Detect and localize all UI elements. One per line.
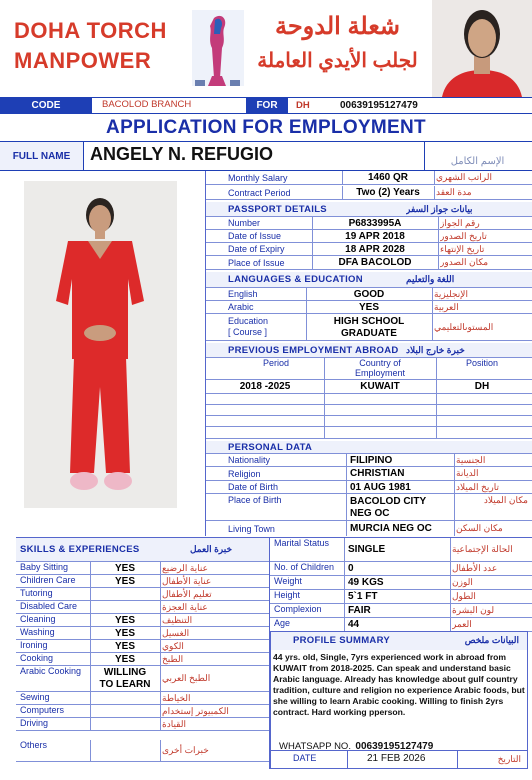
status-label-ar: الوزن	[452, 576, 473, 587]
nationality-value: FILIPINO	[350, 454, 393, 466]
employment-col-country-line2: Employment	[354, 368, 406, 378]
skills-table	[16, 537, 270, 769]
skill-row	[16, 705, 269, 718]
passport-header	[206, 202, 532, 217]
education-value-line2: GRADUATE	[341, 328, 397, 339]
branch-value: BACOLOD BRANCH	[102, 99, 192, 110]
skill-label-ar: القيادة	[162, 718, 186, 729]
skill-value	[90, 718, 160, 730]
religion-label: Religion	[228, 468, 261, 479]
skill-label: Driving	[20, 718, 49, 728]
salary-label: Monthly Salary	[228, 172, 288, 183]
skill-row	[16, 653, 269, 666]
religion-value: CHRISTIAN	[350, 468, 405, 479]
languages-header	[206, 272, 532, 288]
religion-row	[206, 467, 532, 481]
code-label: CODE	[0, 98, 92, 113]
status-row	[270, 604, 532, 618]
skill-value: YES	[114, 614, 135, 626]
salary-label-ar: الراتب الشهري	[436, 172, 492, 182]
skill-label-ar: خبرات أخرى	[162, 745, 209, 755]
status-row	[270, 618, 532, 632]
skill-row	[16, 627, 269, 640]
skill-row-arabic-cooking	[16, 666, 269, 692]
skills-title-ar: خبرة العمل	[189, 544, 233, 554]
status-label: Weight	[274, 576, 302, 586]
status-value: 49 KGS	[348, 577, 384, 588]
employment-columns	[206, 358, 532, 380]
status-row	[270, 538, 532, 562]
torch-logo-icon	[192, 10, 244, 86]
employment-header	[206, 343, 532, 358]
passport-number-label: Number	[228, 218, 261, 228]
skill-label-ar: الكمبيوتر إستخدام	[162, 705, 229, 716]
employment-period-value: 2018 -2025	[239, 381, 291, 392]
languages-title-ar: اللغة والتعليم	[406, 274, 455, 284]
phone-value: 00639195127479	[340, 100, 418, 111]
skill-value: YES	[114, 575, 135, 587]
arabic-label: Arabic	[228, 302, 254, 312]
skills-header	[16, 538, 269, 562]
company-name-ar-line1: شعلة الدوحة	[274, 13, 401, 40]
status-label-ar: الحالة الإجتماعية	[452, 543, 513, 554]
living-label: Living Town	[228, 523, 275, 534]
passport-expiry-value: 18 APR 2028	[345, 243, 405, 255]
code-bar	[0, 97, 532, 114]
skill-value	[90, 601, 160, 613]
skill-value-line2: TO LEARN	[99, 679, 151, 690]
skill-label: Others	[20, 740, 48, 750]
contract-value: Two (2) Years	[356, 187, 420, 198]
skill-value: YES	[114, 562, 135, 574]
pob-value-line1: BACOLOD CITY	[350, 496, 427, 507]
personal-title: PERSONAL DATA	[228, 441, 313, 453]
passport-number-label-ar: رقم الجواز	[440, 217, 480, 228]
status-value: 5`1 FT	[348, 591, 378, 602]
education-course-label: [ Course ]	[228, 327, 268, 337]
pob-label-ar: مكان الميلاد	[483, 495, 528, 505]
skill-row	[16, 588, 269, 601]
skill-label-ar: عناية العجزة	[162, 601, 208, 612]
for-label: FOR	[246, 98, 288, 113]
skill-value-line1: WILLING	[103, 667, 147, 678]
nationality-label-ar: الجنسية	[456, 454, 486, 465]
skill-row	[16, 718, 269, 731]
skill-label-ar: الطبخ	[162, 653, 184, 664]
status-value: 0	[348, 563, 354, 574]
religion-label-ar: الديانة	[456, 468, 479, 478]
skill-row-others	[16, 740, 269, 762]
profile-header	[271, 632, 527, 650]
living-label-ar: مكان السكن	[456, 523, 503, 533]
date-value: 21 FEB 2026	[367, 753, 426, 764]
skill-row	[16, 601, 269, 614]
status-label-ar: العمر	[452, 618, 472, 629]
education-label: Education	[228, 316, 269, 326]
full-name-label: FULL NAME	[0, 142, 84, 170]
status-label-ar: لون البشرة	[452, 604, 495, 615]
education-label-ar: المستوىالتعليمي	[434, 321, 494, 332]
contract-label: Contract Period	[228, 187, 291, 198]
skill-row	[16, 640, 269, 653]
pob-value-line2: NEG OC	[350, 508, 390, 519]
right-column	[205, 171, 532, 536]
skill-label-ar: الطبخ العربي	[162, 673, 211, 683]
skill-label: Children Care	[20, 575, 76, 585]
contract-row	[206, 186, 532, 200]
pob-label: Place of Birth	[228, 495, 282, 505]
employment-title-ar: خبرة خارج البلاد	[406, 344, 465, 355]
dob-label: Date of Birth	[228, 482, 279, 492]
languages-title: LANGUAGES & EDUCATION	[228, 274, 363, 285]
passport-place-row	[206, 256, 532, 270]
status-value: SINGLE	[348, 544, 386, 555]
passport-place-value: DFA BACOLOD	[338, 257, 412, 268]
skill-value: YES	[114, 640, 135, 652]
living-value: MURCIA NEG OC	[350, 523, 432, 534]
dob-value: 01 AUG 1981	[350, 481, 411, 493]
full-body-photo	[24, 181, 177, 508]
status-label: Age	[274, 618, 291, 628]
skill-value: YES	[114, 653, 135, 665]
passport-title: PASSPORT DETAILS	[228, 203, 327, 215]
employment-title: PREVIOUS EMPLOYMENT ABROAD	[228, 344, 399, 356]
living-row	[206, 521, 532, 536]
skill-value: YES	[114, 627, 135, 639]
status-label-ar: الطول	[452, 590, 476, 601]
company-name-ar-line2: لجلب الأيدي العاملة	[257, 50, 418, 72]
personal-header	[206, 441, 532, 454]
employment-country-value: KUWAIT	[360, 381, 400, 392]
skill-label-ar: التنظيف	[162, 614, 193, 625]
status-label: Marital Status	[274, 538, 330, 548]
skills-title: SKILLS & EXPERIENCES	[20, 544, 140, 555]
company-name-en-line1: DOHA TORCH	[14, 18, 167, 43]
salary-value: 1460 QR	[367, 172, 409, 183]
profile-title-ar: البيانات ملخص	[464, 635, 519, 645]
status-value: FAIR	[348, 605, 371, 616]
skill-label-ar: الغسيل	[162, 627, 190, 638]
skill-label: Arabic Cooking	[20, 666, 82, 676]
employment-empty-row	[206, 394, 532, 405]
skill-row	[16, 692, 269, 705]
date-row	[271, 750, 527, 768]
skill-value	[90, 705, 160, 717]
skill-label: Cooking	[20, 653, 54, 663]
dob-row	[206, 481, 532, 494]
passport-issue-label: Date of Issue	[228, 231, 282, 241]
status-value: 44	[348, 619, 360, 630]
employment-col-period: Period	[262, 358, 289, 368]
for-value: DH	[296, 100, 310, 111]
profile-text: 44 yrs. old, Single, 7yrs experienced work in abroad from KUWAIT from 2018-2025. Can speak and understand basic Arabic language. Already has knowledge about gulf country tradition, culture and religion no experience Arabic foods, but she willing to learn Arabic cooking. Willing to finish 2yrs contract. Hard working pperson.	[273, 652, 525, 717]
passport-place-label: Place of Issue	[228, 257, 285, 268]
skill-label: Ironing	[20, 640, 48, 650]
status-row	[270, 576, 532, 590]
arabic-value: YES	[358, 301, 379, 313]
employment-row	[206, 380, 532, 394]
salary-row	[206, 171, 532, 185]
skill-label: Sewing	[20, 692, 50, 702]
skill-label-ar: عناية الرضيع	[162, 562, 209, 573]
employment-empty-row	[206, 405, 532, 416]
passport-expiry-label-ar: تاريخ الإنتهاء	[440, 243, 485, 254]
status-table	[270, 537, 532, 631]
status-row	[270, 590, 532, 604]
english-label-ar: الإنجليزية	[434, 288, 468, 299]
passport-expiry-label: Date of Expiry	[228, 244, 285, 254]
arabic-label-ar: العربية	[434, 301, 459, 312]
employment-col-position: Position	[465, 358, 499, 368]
whatsapp-value: 00639195127479	[355, 741, 434, 752]
passport-issue-label-ar: تاريخ الصدور	[440, 230, 487, 241]
skill-value	[90, 588, 160, 600]
status-label-ar: عدد الأطفال	[452, 562, 498, 573]
skill-label-ar: الكوي	[162, 640, 184, 651]
full-name-row	[0, 141, 532, 171]
company-name-en-line2: MANPOWER	[14, 48, 152, 73]
passport-expiry-row	[206, 243, 532, 256]
skill-row	[16, 575, 269, 588]
skill-label: Disabled Care	[20, 601, 78, 611]
headshot-photo	[432, 0, 532, 97]
passport-issue-row	[206, 230, 532, 243]
english-row	[206, 288, 532, 301]
status-label: No. of Children	[274, 562, 335, 572]
education-value-line1: HIGH SCHOOL	[333, 316, 405, 327]
skill-row	[16, 614, 269, 627]
dob-label-ar: تاريخ الميلاد	[456, 481, 499, 492]
employment-empty-row	[206, 416, 532, 427]
passport-title-ar: بيانات جواز السفر	[406, 203, 473, 214]
english-value: GOOD	[353, 288, 385, 300]
employment-empty-row	[206, 427, 532, 439]
header	[0, 0, 532, 97]
nationality-label: Nationality	[228, 455, 271, 465]
passport-number-value: P6833995A	[348, 217, 402, 229]
skill-value	[90, 692, 160, 704]
status-row	[270, 562, 532, 576]
skill-label-ar: تعليم الأطفال	[162, 588, 212, 599]
status-label: Complexion	[274, 604, 322, 614]
education-row	[206, 314, 532, 341]
skill-label: Baby Sitting	[20, 562, 69, 572]
skill-label-ar: الخياطة	[162, 692, 191, 703]
nationality-row	[206, 454, 532, 467]
skill-label: Tutoring	[20, 588, 53, 598]
date-label: DATE	[293, 753, 317, 763]
status-label: Height	[274, 590, 301, 600]
contract-label-ar: مدة العقد	[436, 187, 472, 197]
profile-summary	[270, 631, 528, 769]
profile-title: PROFILE SUMMARY	[293, 635, 391, 646]
skill-label-ar: عناية الأطفال	[162, 575, 212, 586]
employment-col-country-line1: Country of	[359, 358, 401, 368]
passport-issue-value: 19 APR 2018	[345, 230, 405, 242]
date-label-ar: التاريخ	[497, 754, 521, 764]
full-name-value: ANGELY N. REFUGIO	[90, 144, 274, 164]
full-name-label-ar: الإسم الكامل	[424, 142, 530, 170]
pob-row	[206, 494, 532, 521]
whatsapp-row	[279, 736, 519, 750]
skill-label: Computers	[20, 705, 65, 715]
page-title: APPLICATION FOR EMPLOYMENT	[106, 117, 426, 138]
skill-row	[16, 562, 269, 575]
arabic-row	[206, 301, 532, 314]
whatsapp-label: WHATSAPP NO.	[279, 741, 351, 752]
skill-label: Washing	[20, 627, 55, 637]
english-label: English	[228, 289, 258, 299]
skill-label: Cleaning	[20, 614, 56, 624]
employment-position-value: DH	[474, 381, 490, 392]
passport-place-label-ar: مكان الصدور	[440, 257, 489, 267]
passport-number-row	[206, 217, 532, 230]
